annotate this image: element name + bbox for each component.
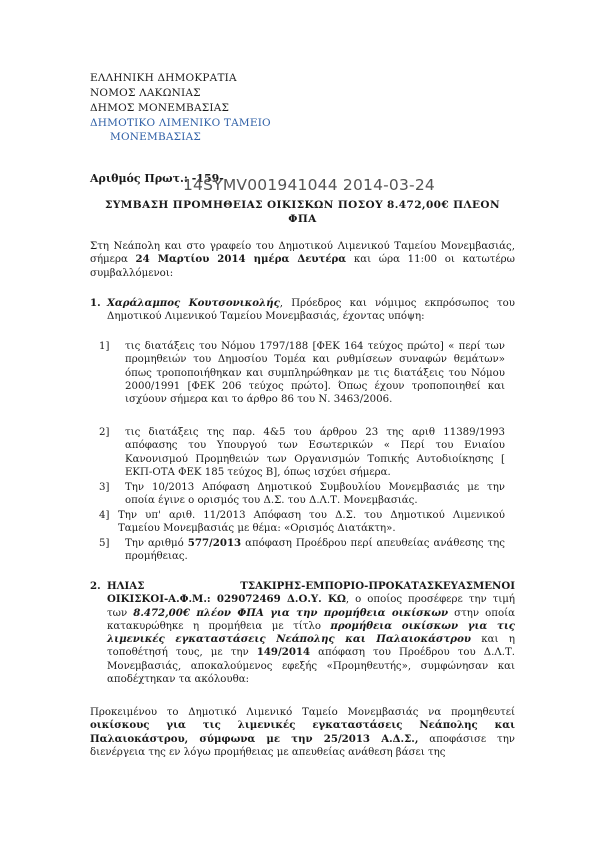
item-text: τις διατάξεις της παρ. 4&5 του άρθρου 23 της αριθ 11389/1993 απόφασης του Υπουργού των Εσωτερικών « Περί του Ενιαίου Κανονισμού Προμηθειών των Οργανισμών Τοπικής Αυτοδιοίκησης [ ΕΚΠ-ΟΤΑ ΦΕΚ 185 τεύχος Β], όπως ισχύει σήμερα. [125, 427, 505, 478]
intro-text-2: και ώρα 11:00 οι κατωτέρω συμβαλλόμενοι: [90, 254, 515, 279]
title-line-2: ΦΠΑ [288, 213, 317, 225]
party2-text-1: , ο οποίος προσέφερε την τιμή των [107, 594, 515, 619]
item-number: 5] [99, 538, 110, 549]
item-number: 2] [99, 427, 110, 438]
party2-subject: προμήθεια οικίσκων για τις λιμενικές εγκαταστάσεις Νεάπολης και Παλαιοκάστρου [107, 619, 515, 646]
header-prefecture: ΝΟΜΟΣ ΛΑΚΩΝΙΑΣ [90, 87, 201, 99]
party2-text-4: απόφαση του Προέδρου του Δ.Λ.Τ. Μονεμβασιάς, αποκαλούμενος εφεξής «Προμηθευτής», συμφώνησαν και αποδέχτηκαν τα ακόλουθα: [107, 647, 516, 686]
item-text [125, 537, 505, 564]
header-country: ΕΛΛΗΝΙΚΗ ΔΗΜΟΚΡΑΤΙΑ [90, 72, 237, 84]
header-municipality: ΔΗΜΟΣ ΜΟΝΕΜΒΑΣΙΑΣ [90, 102, 230, 114]
item-text: τις διατάξεις του Νόμου 1797/188 [ΦΕΚ 164 τεύχος πρώτο] « περί των προμηθειών του Δημοσίου Τομέα και ρυθμίσεων συναφών θεμάτων» όπως τροποποιήθηκαν και συμπληρώθηκαν με τις διατάξεις του Νόμου 2000/1991 [ΦΕΚ 206 τεύχος πρώτο]. Όπως έχουν τροποποιηθεί και ισχύουν σήμερα και το άρθρο 86 του Ν. 3463/2006. [125, 341, 505, 406]
party2-text-3: και η τοποθέτησή τους, με την [107, 634, 515, 659]
item5-decision: 577/2013 [187, 537, 242, 549]
item5-text-a: Την αριθμό [125, 538, 188, 549]
closing-bold: οικίσκους για τις λιμενικές εγκαταστάσεις Νεάπολης και Παλαιοκάστρου, σύμφωνα με την 25/2013 Α.Δ.Σ., [90, 719, 515, 745]
party1-name: Χαράλαμπος Κουτσονικολής [107, 297, 280, 309]
document-title [90, 198, 515, 226]
party2-price: 8.472,00€ πλέον ΦΠΑ για την προμήθεια οικίσκων [133, 606, 449, 619]
item-text: Την 10/2013 Απόφαση Δημοτικού Συμβουλίου Μονεμβασιάς με την οποία έγινε ο ορισμός του Δ.Σ. του Δ.Λ.Τ. Μονεμβασιάς. [125, 482, 505, 507]
intro-paragraph [90, 240, 515, 280]
party1-text: , Πρόεδρος και νόμιμος εκπρόσωπος του Δημοτικού Λιμενικού Ταμείου Μονεμβασιάς, έχοντας υπόψη: [107, 298, 515, 323]
title-line-1: ΣΥΜΒΑΣΗ ΠΡΟΜΗΘΕΙΑΣ ΟΙΚΙΣΚΩΝ ΠΟΣΟΥ 8.472,00€ ΠΛΕΟΝ [105, 199, 500, 211]
party2-decision: 149/2014 [256, 646, 311, 659]
document-code: 14SYMV001941044 2014-03-24 [183, 176, 435, 194]
header-port-fund: ΔΗΜΟΤΙΚΟ ΛΙΜΕΝΙΚΟ ΤΑΜΕΙΟ [90, 117, 271, 129]
intro-text-1: Στη Νεάπολη και στο γραφείο του Δημοτικού Λιμενικού Ταμείου Μονεμβασιάς, σήμερα [90, 241, 515, 266]
party2-paragraph [107, 580, 519, 686]
party1-number: 1. [90, 297, 101, 309]
item5-text-c: απόφαση Προέδρου περί απευθείας ανάθεσης της προμήθειας. [125, 538, 505, 563]
item-number: 1] [99, 341, 110, 352]
closing-text-1: Προκειμένου το Δημοτικό Λιμενικό Ταμείο Μονεμβασιάς να προμηθευτεί [90, 707, 515, 718]
item-number: 4] [99, 510, 110, 521]
intro-date: 24 Μαρτίου 2014 ημέρα Δευτέρα [135, 253, 347, 266]
closing-text-2: αποφάσισε την διενέργεια της εν λόγω προμήθειας με απευθείας ανάθεση βάσει της [90, 733, 515, 758]
protocol-number: Αριθμός Πρωτ.: -159- [90, 172, 224, 185]
party2-text-2: στην οποία κατακυρώθηκε η προμήθεια με τίτλο [107, 607, 516, 632]
closing-paragraph [90, 706, 515, 759]
header-port-fund-city: ΜΟΝΕΜΒΑΣΙΑΣ [110, 131, 202, 143]
item-text: Την υπ' αριθ. 11/2013 Απόφαση του Δ.Σ. του Δημοτικού Λιμενικού Ταμείου Μονεμβασιάς με θέμα: «Ορισμός Διατάκτη». [118, 510, 505, 535]
item-number: 3] [99, 482, 110, 493]
party1-paragraph [107, 297, 515, 324]
party2-number: 2. [90, 580, 101, 592]
party2-name: ΗΛΙΑΣ ΤΣΑΚΙΡΗΣ-ΕΜΠΟΡΙΟ-ΠΡΟΚΑΤΑΣΚΕΥΑΣΜΕΝΟΙ ΟΙΚΙΣΚΟΙ-Α.Φ.Μ.: 029072469 Δ.Ο.Υ. ΚΩ [107, 580, 519, 606]
